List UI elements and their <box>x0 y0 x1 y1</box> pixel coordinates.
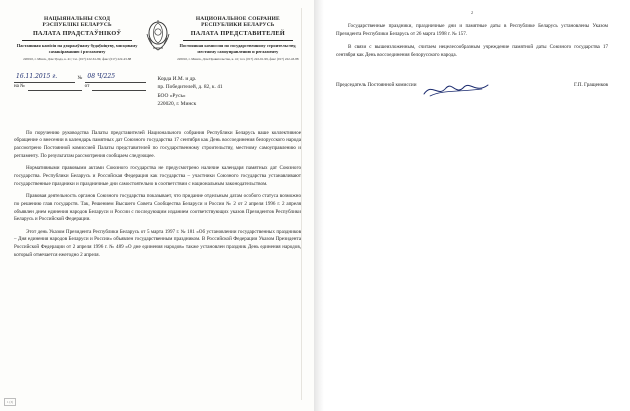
corner-stamp: 1 (3) <box>4 398 16 406</box>
reference-date-field <box>14 72 75 83</box>
signature-name: Г.П. Гращенков <box>574 81 608 88</box>
letterhead-right-divider <box>183 40 293 41</box>
letterhead-left-divider <box>22 40 132 41</box>
left-document-page <box>0 0 314 411</box>
right-paragraph-1: Государственные праздники, праздничные дни и памятные даты в Республике Беларусь установлены Указом Президента Республики Беларусь от 26 марта 1998 г. № 157. <box>336 23 608 37</box>
addressee-block <box>158 75 302 107</box>
right-paragraph-2: В связи с вышеизложенным, считаем нецелесообразным учреждение памятной даты Союзного государства 17 сентября как День воссоединения белорусского народа. <box>336 44 608 59</box>
page-gutter-shadow <box>314 0 324 411</box>
letterhead-right-column <box>175 16 301 61</box>
letterhead-left-line4: Пастаянная камісія па дзяржаўнаму будаўніцтву, мясцоваму самакіраванню і рэгламенту <box>16 43 138 54</box>
right-page-body <box>336 23 608 60</box>
left-page-body <box>14 130 301 260</box>
left-paragraph-3: Правовая деятельность органов Союзного государства показывает, что придание отдельным датам особого статуса возможно по решению глав государств. Так, Решением Высшего Совета Сообщества Беларуси и России № 2 от 2 апреля 1996 г. 2 апреля объявлен днем единения народов Беларуси и России с последующим изданием соответствующих указов Президентов Республики Беларусь и Российской Федерации. <box>14 193 301 223</box>
letterhead-right-address: 220010, г. Минск, Дом Правительства, к. 41; тел. (017) 222-61-99, факс (017) 222-43-88 <box>177 57 299 62</box>
letterhead-left-column <box>14 16 140 61</box>
reference-onref-field <box>28 83 82 91</box>
left-paragraph-2: Нормативными правовыми актами Союзного государства не предусмотрено наличие календаря памятных дат Союзного государства. Республики Беларусь и Российская Федерация как государства – участники Союзного государства устанавливают государственные праздники и праздничные дни самостоятельно в соответствии с национальным законодательством. <box>14 165 301 187</box>
signature-block <box>336 82 608 100</box>
addressee-line-1: Корда И.М. и др. <box>157 76 197 83</box>
addressee-line-4: 220020, г. Минск <box>157 100 197 107</box>
reference-date-line <box>14 72 146 83</box>
letterhead-left-line3: ПАЛАТА ПРАДСТАЎНІКОЎ <box>32 29 122 37</box>
reference-number-value: 08 Ч/225 <box>87 72 116 80</box>
letterhead-right-line4: Постоянная комиссия по государственному строительству, местному самоуправлению и регламенту <box>179 43 297 54</box>
reference-block <box>14 72 301 107</box>
page-number: 2 <box>470 10 474 15</box>
letterhead-right-line3: ПАЛАТА ПРЕДСТАВИТЕЛЕЙ <box>190 29 286 37</box>
addressee-line-3: БОО «Русь» <box>157 92 186 99</box>
reference-number-field <box>85 72 146 83</box>
letterhead-left-line2: РЭСПУБЛІКІ БЕЛАРУСЬ <box>42 22 112 29</box>
signature-mark <box>416 82 574 100</box>
letterhead-left-address: 220010, г. Мінск, Дом Урада, к. 41; тэл. (017) 222-61-99, факс (017) 222-43-88 <box>23 57 132 62</box>
reference-number-label: № <box>77 76 83 82</box>
reference-onref-from-label: от <box>84 84 90 90</box>
handwritten-signature-icon <box>422 78 492 100</box>
reference-onref-date-field <box>92 83 146 91</box>
reference-onref-label: на № <box>14 84 25 90</box>
left-paragraph-1: По поручению руководства Палаты представителей Национального собрания Республики Беларусь ваше коллективное обращение о внесении в календарь памятных дат Союзного государства 17 сентября как День воссоединения белорусского народа рассмотрено Постоянной комиссией Палаты представителей по государственному строительству, местному самоуправлению и регламенту. По результатам рассмотрения сообщаем следующее. <box>14 129 301 159</box>
reference-onref-line <box>14 83 146 91</box>
left-paragraph-4: Этот день Указом Президента Республики Беларусь от 5 марта 1997 г. № 181 «Об установлении государственных праздников – Дня единения народов Беларуси и России» объявлен государственным праздником. В Российской Федерации Указом Президента Российской Федерации от 2 апреля 1996 г. № 489 «О дне единения народов» также установлен праздник День единения народов, который отмечается ежегодно 2 апреля. <box>14 228 301 258</box>
letterhead-right-line1: НАЦИОНАЛЬНОЕ СОБРАНИЕ <box>195 16 280 22</box>
right-document-page <box>314 0 630 411</box>
signature-title: Председатель Постоянной комиссии <box>336 81 417 88</box>
coat-of-arms-icon <box>141 16 175 52</box>
letterhead-right-line2: РЕСПУБЛИКИ БЕЛАРУСЬ <box>201 22 275 29</box>
letterhead <box>14 8 301 61</box>
letterhead-left-line1: НАЦЫЯНАЛЬНЫ СХОД <box>44 16 111 22</box>
addressee-line-2: пр. Победителей, д. 82, к. 41 <box>157 84 223 91</box>
reference-fields <box>14 72 146 91</box>
reference-date-value: 16.11.2015 г. <box>16 72 58 80</box>
